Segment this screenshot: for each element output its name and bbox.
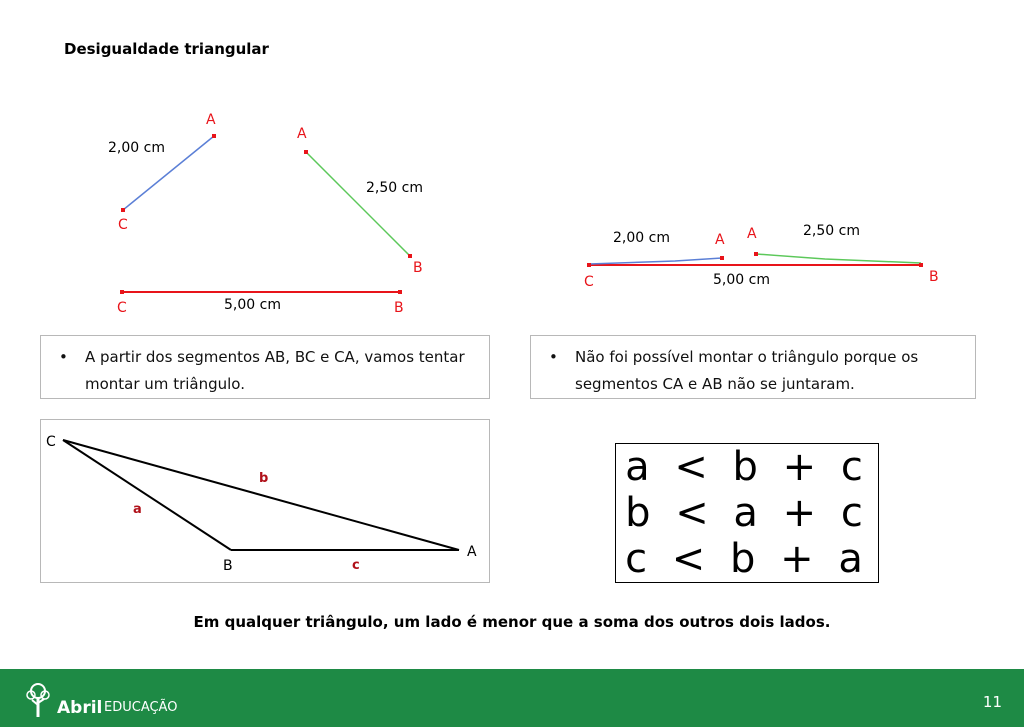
- footer-brand-sub: EDUCAÇÃO: [104, 700, 178, 715]
- bullet-text-left: A partir dos segmentos AB, BC e CA, vamos tentar montar um triângulo.: [85, 348, 465, 393]
- label-a2-flat: A: [747, 226, 757, 242]
- bullet-dot: •: [59, 348, 68, 366]
- point-c3-marker: [120, 290, 124, 294]
- length-cb-flat: 5,00 cm: [713, 272, 770, 288]
- label-a-flat: A: [715, 232, 725, 248]
- footer-bar: [0, 669, 1024, 727]
- bullet-text-right: Não foi possível montar o triângulo porque os segmentos CA e AB não se juntaram.: [575, 348, 919, 393]
- side-a-label: a: [133, 502, 142, 517]
- point-a-marker: [212, 134, 216, 138]
- side-b-label: b: [259, 471, 269, 486]
- side-c-label: c: [352, 558, 360, 573]
- page-number: 11: [982, 693, 1002, 711]
- length-ab-flat: 2,50 cm: [803, 223, 860, 239]
- bullet-dot: •: [549, 348, 558, 366]
- point-b-marker-flat: [919, 263, 923, 267]
- summary-text: Em qualquer triângulo, um lado é menor que a soma dos outros dois lados.: [193, 613, 831, 631]
- label-a: A: [206, 112, 216, 128]
- label-b-flat: B: [929, 269, 939, 285]
- point-a-marker-flat: [720, 256, 724, 260]
- page-title: Desigualdade triangular: [64, 40, 269, 58]
- vertex-c-label: C: [46, 434, 56, 450]
- segment-ca-flat: [589, 258, 722, 264]
- label-c-flat: C: [584, 274, 594, 290]
- point-c-marker-flat: [587, 263, 591, 267]
- label-c3: C: [117, 300, 127, 316]
- side-b-line: [63, 440, 459, 550]
- length-ca: 2,00 cm: [108, 140, 165, 156]
- inequality-box: [615, 443, 879, 583]
- point-b-marker: [408, 254, 412, 258]
- triangle-box: [40, 419, 490, 583]
- segment-ab: [306, 152, 410, 256]
- footer-brand: Abril: [57, 698, 103, 718]
- vertex-a-label: A: [467, 544, 477, 560]
- length-ca-flat: 2,00 cm: [613, 230, 670, 246]
- inequality-3: c < b + a: [625, 536, 869, 582]
- collapsed-figure: [575, 215, 955, 300]
- side-a-line: [63, 440, 231, 550]
- inequality-2: b < a + c: [625, 490, 869, 536]
- bullet-box-right: [530, 335, 976, 399]
- label-a2: A: [297, 126, 307, 142]
- inequality-1: a < b + c: [625, 444, 869, 490]
- label-b: B: [413, 260, 423, 276]
- triangle-diagram: [41, 420, 489, 582]
- bullet-box-left: [40, 335, 490, 399]
- segment-ab-flat: [756, 254, 921, 263]
- segments-figure: [100, 100, 440, 320]
- length-ab: 2,50 cm: [366, 180, 423, 196]
- label-b3: B: [394, 300, 404, 316]
- point-a2-marker-flat: [754, 252, 758, 256]
- point-c-marker: [121, 208, 125, 212]
- length-cb: 5,00 cm: [224, 297, 281, 313]
- label-c: C: [118, 217, 128, 233]
- point-b3-marker: [398, 290, 402, 294]
- vertex-b-label: B: [223, 558, 233, 574]
- point-a2-marker: [304, 150, 308, 154]
